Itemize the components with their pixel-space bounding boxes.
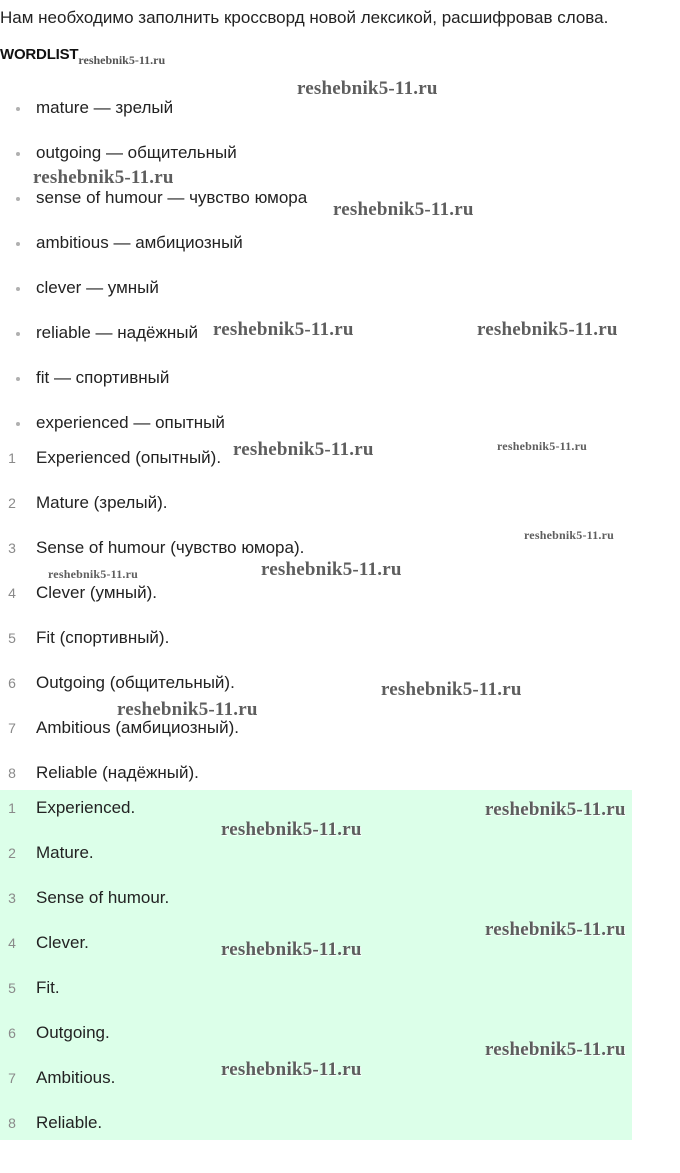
- item-number: 4: [8, 935, 16, 951]
- list-item-text: reliable — надёжный: [36, 323, 198, 342]
- item-text: Outgoing.: [36, 1023, 110, 1042]
- list-item-text: sense of humour — чувство юмора: [36, 188, 308, 207]
- bullet-icon: [16, 332, 20, 336]
- bullet-icon: [16, 242, 20, 246]
- list-item-text: ambitious — амбициозный: [36, 233, 243, 252]
- item-number: 6: [8, 1025, 16, 1041]
- item-number: 6: [8, 675, 16, 691]
- watermark-logo: reshebnik5-11.ru: [333, 199, 474, 220]
- list-item-text: experienced — опытный: [36, 413, 225, 432]
- item-number: 7: [8, 720, 16, 736]
- list-item-text: fit — спортивный: [36, 368, 170, 387]
- item-text: Reliable (надёжный).: [36, 763, 199, 782]
- item-text: Clever.: [36, 933, 89, 952]
- item-number: 2: [8, 845, 16, 861]
- item-text: Reliable.: [36, 1113, 103, 1132]
- item-number: 8: [8, 1115, 16, 1131]
- bullet-icon: [16, 152, 20, 156]
- watermark-logo: reshebnik5-11.ru: [485, 919, 626, 940]
- watermark-logo: reshebnik5-11.ru: [221, 819, 362, 840]
- item-text: Fit.: [36, 978, 60, 997]
- wordlist-heading-text: WORDLIST: [0, 46, 79, 63]
- item-number: 3: [8, 890, 16, 906]
- bullet-icon: [16, 107, 20, 111]
- list-item-text: mature — зрелый: [36, 98, 174, 117]
- watermark-logo: reshebnik5-11.ru: [485, 1039, 626, 1060]
- item-text: Ambitious (амбициозный).: [36, 718, 239, 737]
- watermark-logo: reshebnik5-11.ru: [221, 939, 362, 960]
- watermark-logo: reshebnik5-11.ru: [485, 799, 626, 820]
- bullet-icon: [16, 287, 20, 291]
- watermark-logo: reshebnik5-11.ru: [297, 78, 438, 99]
- item-text: Sense of humour.: [36, 888, 170, 907]
- watermark-logo: reshebnik5-11.ru: [48, 567, 138, 581]
- item-number: 8: [8, 765, 16, 781]
- item-number: 4: [8, 585, 16, 601]
- item-text: Ambitious.: [36, 1068, 116, 1087]
- watermark-logo: reshebnik5-11.ru: [524, 528, 614, 542]
- watermark-logo: reshebnik5-11.ru: [78, 53, 166, 67]
- item-text: Sense of humour (чувство юмора).: [36, 538, 305, 557]
- watermark-logo: reshebnik5-11.ru: [381, 679, 522, 700]
- bullet-icon: [16, 377, 20, 381]
- watermark-logo: reshebnik5-11.ru: [261, 559, 402, 580]
- item-number: 5: [8, 980, 16, 996]
- list-item-text: outgoing — общительный: [36, 143, 237, 162]
- item-number: 3: [8, 540, 16, 556]
- item-number: 5: [8, 630, 16, 646]
- watermark-logo: reshebnik5-11.ru: [477, 319, 618, 340]
- item-number: 1: [8, 450, 16, 466]
- item-text: Mature (зрелый).: [36, 493, 168, 512]
- watermark-logo: reshebnik5-11.ru: [33, 167, 174, 188]
- wordlist-heading: [0, 46, 166, 67]
- item-text: Mature.: [36, 843, 94, 862]
- task-instruction: Нам необходимо заполнить кроссворд новой лексикой, расшифровав слова.: [0, 8, 609, 27]
- item-text: Experienced (опытный).: [36, 448, 222, 467]
- item-number: 7: [8, 1070, 16, 1086]
- bullet-icon: [16, 422, 20, 426]
- item-text: Clever (умный).: [36, 583, 157, 602]
- item-number: 2: [8, 495, 16, 511]
- item-number: 1: [8, 800, 16, 816]
- watermark-logo: reshebnik5-11.ru: [497, 439, 587, 453]
- watermark-logo: reshebnik5-11.ru: [117, 699, 258, 720]
- item-text: Experienced.: [36, 798, 136, 817]
- list-item-text: clever — умный: [36, 278, 159, 297]
- item-text: Fit (спортивный).: [36, 628, 170, 647]
- watermark-logo: reshebnik5-11.ru: [233, 439, 374, 460]
- watermark-logo: reshebnik5-11.ru: [213, 319, 354, 340]
- bullet-icon: [16, 197, 20, 201]
- watermark-logo: reshebnik5-11.ru: [221, 1059, 362, 1080]
- item-text: Outgoing (общительный).: [36, 673, 235, 692]
